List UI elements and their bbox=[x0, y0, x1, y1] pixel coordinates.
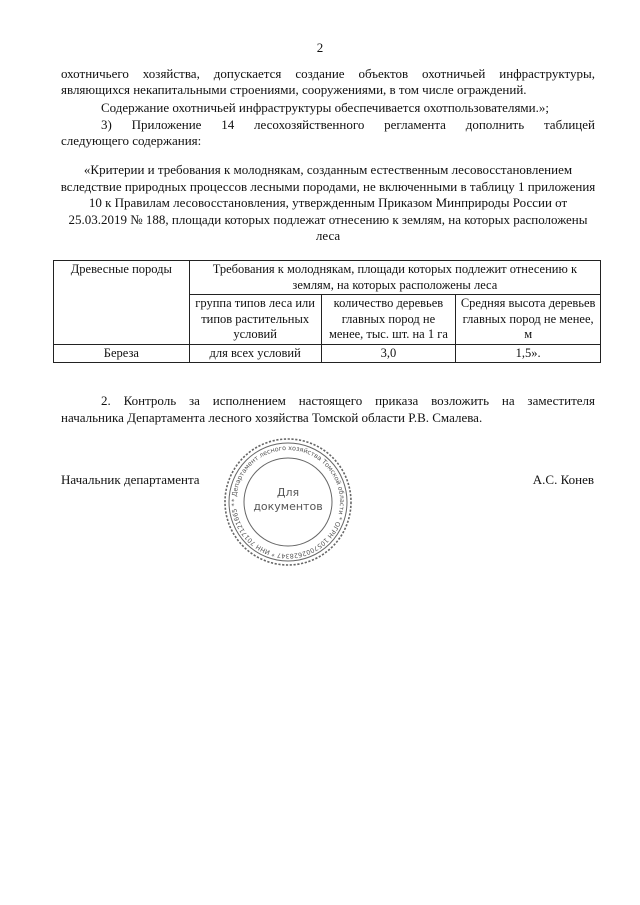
paragraph-line: следующего содержания: bbox=[61, 133, 202, 148]
page-number: 2 bbox=[316, 40, 324, 55]
table-header-group: Требования к молоднякам, площади которых подлежит отнесению к землям, на которых расположены леса bbox=[189, 261, 600, 295]
paragraph-line: являющихся некапитальными строениями, сооружениями, в том числе ограждений. bbox=[61, 82, 527, 97]
table-row bbox=[54, 344, 601, 363]
official-stamp bbox=[222, 436, 354, 568]
paragraph-line: начальника Департамента лесного хозяйства Томской области Р.В. Смалева. bbox=[61, 410, 483, 425]
stamp-ring-text: * Департамент лесного хозяйства Томской области * ОГРН 1057002628347 * ИНН 7017121665 * bbox=[229, 443, 347, 561]
paragraph-line: 3) Приложение 14 лесохозяйственного регламента дополнить таблицей bbox=[101, 117, 595, 132]
paragraph-line: 2. Контроль за исполнением настоящего приказа возложить на заместителя bbox=[101, 393, 595, 408]
table-cell-count: 3,0 bbox=[321, 344, 456, 363]
signatory-name: А.С. Конев bbox=[532, 472, 594, 487]
criteria-table bbox=[53, 260, 601, 363]
table-subheader: количество деревьев главных пород не менее, тыс. шт. на 1 га bbox=[321, 295, 456, 345]
table-title: «Критерии и требования к молоднякам, созданным естественным лесовосстановлением вследствие природных процессов лесными породами, не включенными в таблицу 1 приложения 10 к Правилам лесовосстановления, утвержденным Приказом Минприроды России от 25.03.2019 № 188, площади которых подлежат отнесению к землям, на которых расположены леса bbox=[60, 162, 596, 243]
table-subheader: Средняя высота деревьев главных пород не менее, м bbox=[456, 295, 601, 345]
table-cell-species: Береза bbox=[54, 344, 190, 363]
table-header-species: Древесные породы bbox=[54, 261, 190, 345]
paragraph: Содержание охотничьей инфраструктуры обеспечивается охотпользователями.»; bbox=[101, 100, 549, 115]
signatory-position: Начальник департамента bbox=[61, 472, 200, 487]
stamp-center-text: Для bbox=[276, 486, 300, 499]
table-cell-condition: для всех условий bbox=[189, 344, 321, 363]
stamp-center-text: документов bbox=[253, 500, 323, 513]
paragraph-line: охотничьего хозяйства, допускается создание объектов охотничьей инфраструктуры, bbox=[61, 66, 595, 81]
table-subheader: группа типов леса или типов растительных условий bbox=[189, 295, 321, 345]
table-cell-height: 1,5». bbox=[456, 344, 601, 363]
